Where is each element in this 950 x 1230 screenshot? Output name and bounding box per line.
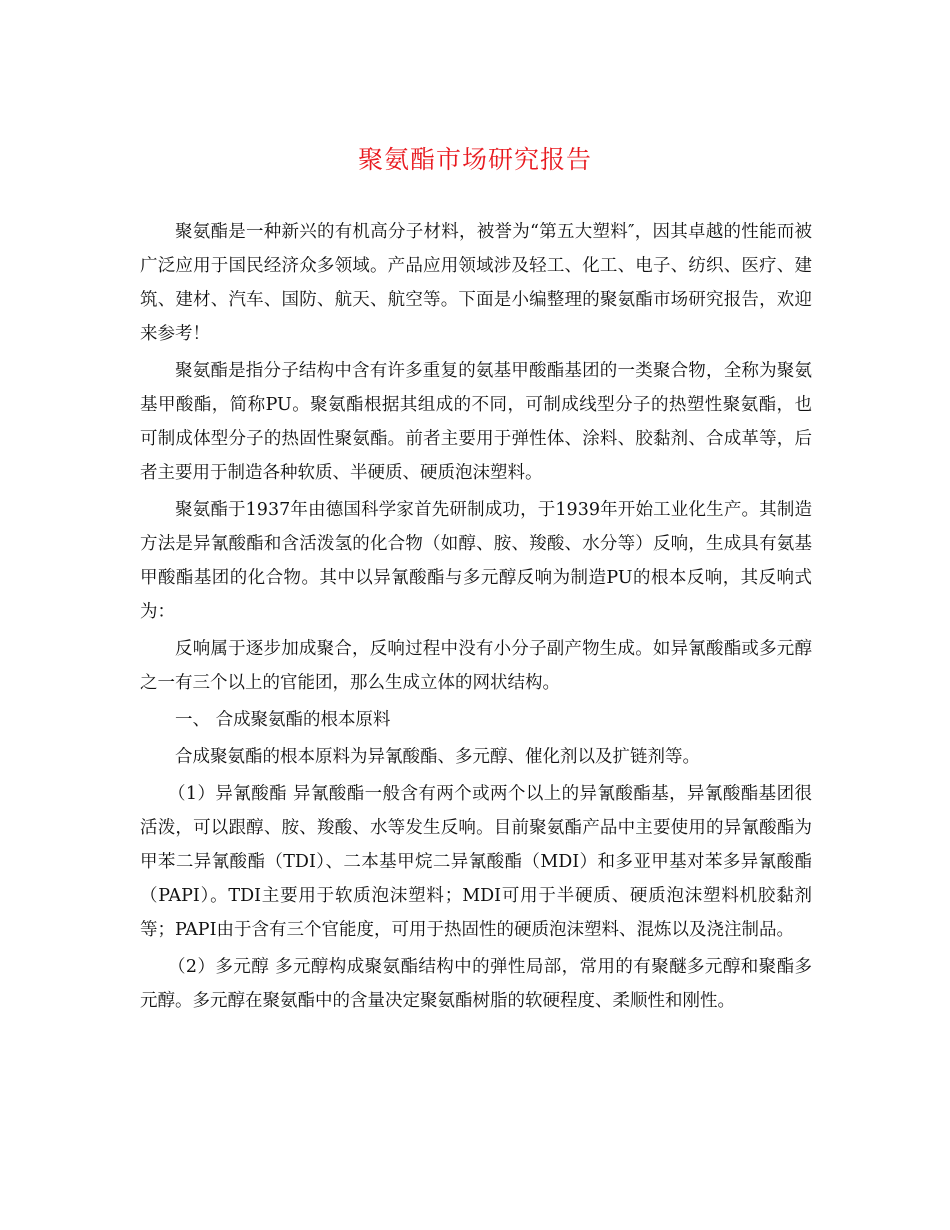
paragraph-reaction: 反响属于逐步加成聚合，反响过程中没有小分子副产物生成。如异氰酸酯或多元醇之一有三个以上的官能团，那么生成立体的网状结构。 [140,639,812,693]
paragraph-definition: 聚氨酯是指分子结构中含有许多重复的氨基甲酸酯基团的一类聚合物，全称为聚氨基甲酸酯，简称PU。聚氨酯根据其组成的不同，可制成线型分子的热塑性聚氨酯，也可制成体型分子的热固性聚氨酯。前者主要用于弹性体、涂料、胶黏剂、合成革等，后者主要用于制造各种软质、半硬质、硬质泡沫塑料。 [140,361,812,483]
paragraph-raw-materials: 合成聚氨酯的根本原料为异氰酸酯、多元醇、催化剂以及扩链剂等。 [175,747,700,767]
section-heading: 一、 合成聚氨酯的根本原料 [175,710,391,730]
paragraph-isocyanate: （1）异氰酸酯 异氰酸酯一般含有两个或两个以上的异氰酸酯基，异氰酸酯基团很活泼，可以跟醇、胺、羧酸、水等发生反响。目前聚氨酯产品中主要使用的异氰酸酯为甲苯二异氰酸酯（TDI）、二本基甲烷二异氰酸酯（MDI）和多亚甲基对苯多异氰酸酯（PAPI）。TDI主要用于软质泡沫塑料；MDI可用于半硬质、硬质泡沫塑料机胶黏剂等；PAPI由于含有三个官能度，可用于热固性的硬质泡沫塑料、混炼以及浇注制品。 [140,784,812,940]
paragraph-history: 聚氨酯于1937年由德国科学家首先研制成功，于1939年开始工业化生产。其制造方法是异氰酸酯和含活泼氢的化合物（如醇、胺、羧酸、水分等）反响，生成具有氨基甲酸酯基团的化合物。其中以异氰酸酯与多元醇反响为制造PU的根本反响，其反响式为： [140,500,812,622]
document-title: 聚氨酯市场研究报告 [357,145,592,174]
document-body [140,215,812,1021]
paragraph-polyol: （2）多元醇 多元醇构成聚氨酯结构中的弹性局部，常用的有聚醚多元醇和聚酯多元醇。多元醇在聚氨酯中的含量决定聚氨酯树脂的软硬程度、柔顺性和刚性。 [140,957,812,1011]
paragraph-intro: 聚氨酯是一种新兴的有机高分子材料，被誉为“第五大塑料″，因其卓越的性能而被广泛应用于国民经济众多领域。产品应用领域涉及轻工、化工、电子、纺织、医疗、建筑、建材、汽车、国防、航天、航空等。下面是小编整理的聚氨酯市场研究报告，欢迎来参考！ [140,222,812,344]
